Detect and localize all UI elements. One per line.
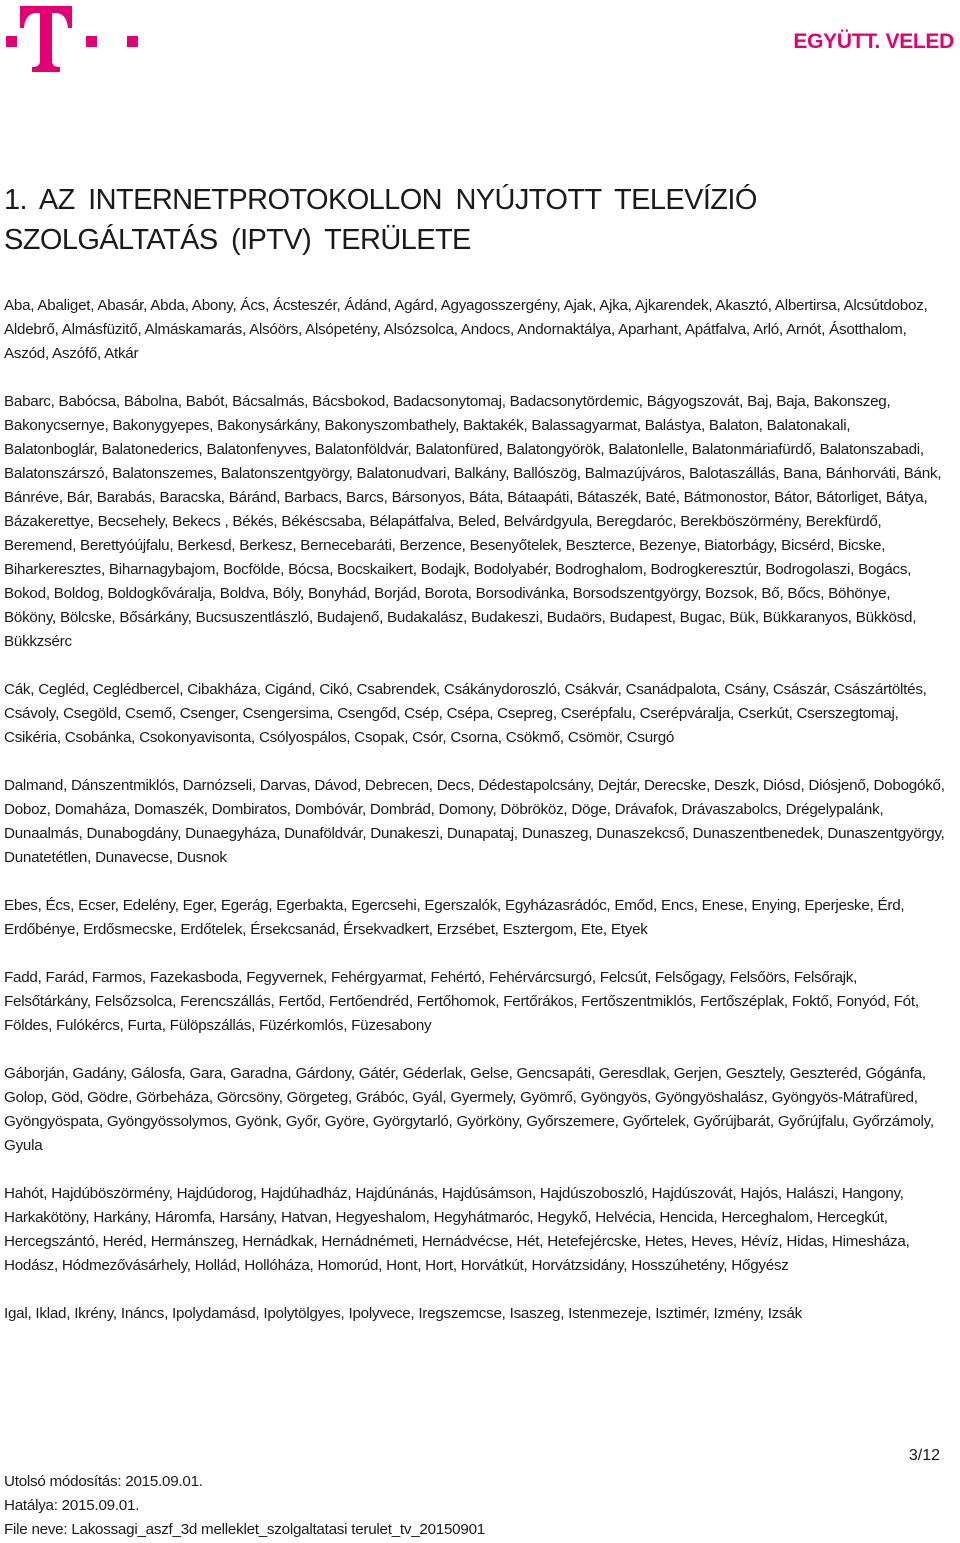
settlement-list (4, 294, 946, 1350)
list-paragraph-d: Dalmand, Dánszentmiklós, Darnózseli, Darvas, Dávod, Debrecen, Decs, Dédestapolcsány, Dejtár, Derecske, Deszk, Diósd, Diósjenő, Dobogókő, Doboz, Domaháza, Domaszék, Dombiratos, Dombóvár, Dombrád, Domony, Döbrököz, Döge, Drávafok, Drávaszabolcs, Drégelypalánk, Dunaalmás, Dunabogdány, Dunaegyháza, Dunaföldvár, Dunakeszi, Dunapataj, Dunaszeg, Dunaszekcső, Dunaszentbenedek, Dunaszentgyörgy, Dunatetétlen, Dunavecse, Dusnok (4, 777, 945, 866)
list-paragraph-e: Ebes, Écs, Ecser, Edelény, Eger, Egerág, Egerbakta, Egercsehi, Egerszalók, Egyházasrádóc, Emőd, Encs, Enese, Enying, Eperjeske, Érd, Erdőbénye, Erdősmecske, Erdőtelek, Érsekcsanád, Érsekvadkert, Erzsébet, Esztergom, Ete, Etyek (4, 897, 905, 938)
list-paragraph-i: Igal, Iklad, Ikrény, Ináncs, Ipolydamásd, Ipolytölgyes, Ipolyvece, Iregszemcse, Isaszeg, Istenmezeje, Isztimér, Izmény, Izsák (4, 1305, 802, 1322)
list-paragraph-b: Babarc, Babócsa, Bábolna, Babót, Bácsalmás, Bácsbokod, Badacsonytomaj, Badacsonytördemic, Bágyogszovát, Baj, Baja, Bakonszeg, Bakonycsernye, Bakonygyepes, Bakonysárkány, Bakonyszombathely, Baktakék, Balassagyarmat, Balástya, Balaton, Balatonakali, Balatonboglár, Balatonederics, Balatonfenyves, Balatonföldvár, Balatonfüred, Balatongyörök, Balatonlelle, Balatonmáriafürdő, Balatonszabadi, Balatonszárszó, Balatonszemes, Balatonszentgyörgy, Balatonudvari, Balkány, Ballószög, Balmazújváros, Balotaszállás, Bana, Bánhorváti, Bánk, Bánréve, Bár, Barabás, Baracska, Báránd, Barbacs, Barcs, Bársonyos, Báta, Bátaapáti, Bátaszék, Baté, Bátmonostor, Bátor, Bátorliget, Bátya, Bázakerettye, Becsehely, Bekecs , Békés, Békéscsaba, Bélapátfalva, Beled, Belvárdgyula, Beregdaróc, Berekböszörmény, Berekfürdő, Beremend, Berettyóújfalu, Berkesd, Berkesz, Bernecebaráti, Berzence, Besenyőtelek, Beszterce, Bezenye, Biatorbágy, Bicsérd, Bicske, Biharkeresztes, Biharnagybajom, Bocfölde, Bócsa, Bocskaikert, Bodajk, Bodolyabér, Bodroghalom, Bodrogkeresztúr, Bodrogolaszi, Bogács, Bokod, Boldog, Boldogkőváralja, Boldva, Bóly, Bonyhád, Borjád, Borota, Borsodivánka, Borsodszentgyörgy, Bozsok, Bő, Bőcs, Böhönye, Bököny, Bölcske, Bősárkány, Bucsuszentlászló, Budajenő, Budakalász, Budakeszi, Budaörs, Budapest, Bugac, Bük, Bükkaranyos, Bükkösd, Bükkzsérc (4, 393, 942, 650)
list-paragraph-c: Cák, Cegléd, Ceglédbercel, Cibakháza, Cigánd, Cikó, Csabrendek, Csákánydoroszló, Csákvár, Csanádpalota, Csány, Császár, Császártöltés, Csávoly, Csegöld, Csemő, Csenger, Csengersima, Csengőd, Csép, Csépa, Csepreg, Cserépfalu, Cserépváralja, Cserkút, Cserszegtomaj, Csikéria, Csobánka, Csokonyavisonta, Csólyospálos, Csopak, Csór, Csorna, Csökmő, Csömör, Csurgó (4, 681, 927, 746)
section-title: 1. AZ INTERNETPROTOKOLLON NYÚJTOTT TELEVÍZIÓ SZOLGÁLTATÁS (IPTV) TERÜLETE (4, 184, 757, 256)
list-paragraph-g: Gáborján, Gadány, Gálosfa, Gara, Garadna, Gárdony, Gátér, Géderlak, Gelse, Gencsapáti, Geresdlak, Gerjen, Gesztely, Geszteréd, Gógánfa, Golop, Göd, Gödre, Görbeháza, Görcsöny, Görgeteg, Grábóc, Gyál, Gyermely, Gyömrő, Gyöngyös, Gyöngyöshalász, Gyöngyös-Mátrafüred, Gyöngyöspata, Gyöngyössolymos, Gyönk, Győr, Györe, Györgytarló, Györköny, Győrszemere, Győrtelek, Győrújbarát, Győrújfalu, Győrzámoly, Gyula (4, 1065, 934, 1154)
list-paragraph-a: Aba, Abaliget, Abasár, Abda, Abony, Ács, Ácsteszér, Ádánd, Agárd, Agyagosszergény, Ajak, Ajka, Ajkarendek, Akasztó, Albertirsa, Alcsútdoboz, Aldebrő, Almásfüzitő, Almáskamarás, Alsóörs, Alsópetény, Alsózsolca, Andocs, Andornaktálya, Aparhant, Apátfalva, Arló, Arnót, Ásotthalom, Aszód, Aszófő, Atkár (4, 297, 928, 362)
file-name: File neve: Lakossagi_aszf_3d melleklet_szolgaltatasi terulet_tv_20150901 (4, 1521, 485, 1538)
effective-date: Hatálya: 2015.09.01. (4, 1497, 140, 1514)
last-modified: Utolsó módosítás: 2015.09.01. (4, 1473, 203, 1490)
list-paragraph-f: Fadd, Farád, Farmos, Fazekasboda, Fegyvernek, Fehérgyarmat, Fehértó, Fehérvárcsurgó, Felcsút, Felsőgagy, Felsőörs, Felsőrajk, Felsőtárkány, Felsőzsolca, Ferencszállás, Fertőd, Fertőendréd, Fertőhomok, Fertőrákos, Fertőszentmiklós, Fertőszéplak, Foktő, Fonyód, Fót, Földes, Fulókércs, Furta, Fülöpszállás, Füzérkomlós, Füzesabony (4, 969, 919, 1034)
telekom-t-logo-icon (6, 6, 140, 72)
document-footer (4, 1470, 485, 1542)
brand-slogan: EGYÜTT. VELED (793, 30, 954, 53)
page-number: 3/12 (908, 1447, 940, 1464)
list-paragraph-h: Hahót, Hajdúböszörmény, Hajdúdorog, Hajdúhadház, Hajdúnánás, Hajdúsámson, Hajdúszoboszló, Hajdúszovát, Hajós, Halászi, Hangony, Harkakötöny, Harkány, Háromfa, Harsány, Hatvan, Hegyeshalom, Hegyhátmaróc, Hegykő, Helvécia, Hencida, Herceghalom, Hercegkút, Hercegszántó, Heréd, Hermánszeg, Hernádkak, Hernádnémeti, Hernádvécse, Hét, Hetefejércske, Hetes, Heves, Hévíz, Hidas, Himesháza, Hodász, Hódmezővásárhely, Hollád, Hollóháza, Homorúd, Hont, Hort, Horvátkút, Horvátzsidány, Hosszúhetény, Hőgyész (4, 1185, 910, 1274)
